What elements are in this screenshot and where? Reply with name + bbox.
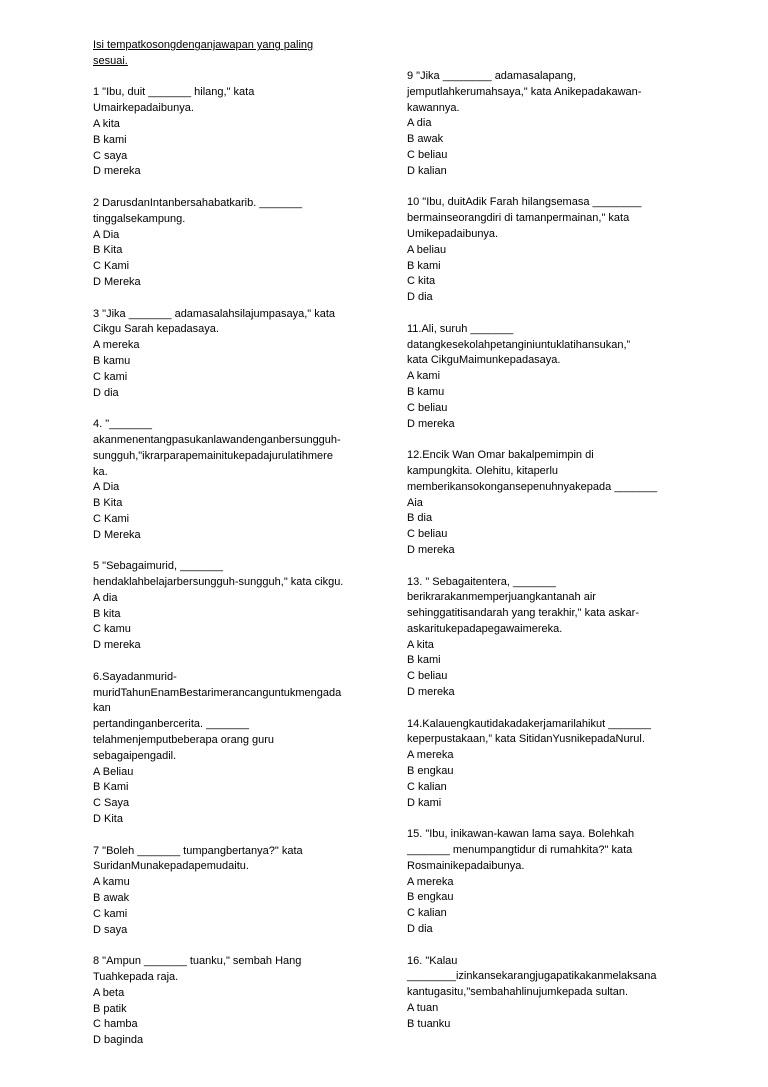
question-text: 5 "Sebagaimurid, _______ — [93, 560, 223, 573]
answer-option: B kamu — [407, 385, 445, 398]
question-block — [93, 196, 375, 291]
question-text: Rosmainikepadaibunya. — [407, 859, 525, 872]
question-text: Umikepadaibunya. — [407, 227, 499, 240]
answer-option: C kami — [93, 907, 128, 920]
question-block — [93, 844, 375, 939]
question-block — [93, 954, 375, 1049]
answer-option: D mereka — [407, 417, 455, 430]
answer-option: A dia — [93, 591, 118, 604]
question-block — [407, 827, 689, 938]
question-text: 16. "Kalau — [407, 954, 458, 967]
question-text: 7 "Boleh _______ tumpangbertanya?" kata — [93, 844, 303, 857]
answer-option: D baginda — [93, 1034, 144, 1047]
question-text: 4. "_______ — [93, 418, 152, 431]
right-question-list — [407, 69, 689, 1033]
answer-option: C kita — [407, 275, 436, 288]
question-text: kan — [93, 702, 111, 715]
question-text: kawannya. — [407, 101, 460, 114]
question-text: kata CikguMaimunkepadasaya. — [407, 354, 561, 367]
question-block — [93, 559, 375, 654]
answer-option: B kamu — [93, 354, 131, 367]
answer-option: D saya — [93, 923, 128, 936]
question-text: akanmenentangpasukanlawandenganbersungguh- — [93, 433, 341, 446]
question-text: sungguh,"ikrarparapemainitukepadajurulatihmere — [93, 449, 333, 462]
question-text: 15. "Ibu, inikawan-kawan lama saya. Bolehkah — [407, 828, 635, 841]
answer-option: D mereka — [407, 686, 455, 699]
answer-option: C beliau — [407, 670, 448, 683]
answer-option: C beliau — [407, 528, 448, 541]
question-block — [407, 448, 689, 559]
answer-option: A beliau — [407, 243, 447, 256]
question-text: 14.Kalauengkautidakadakerjamarilahikut _______ — [407, 717, 652, 730]
answer-option: C beliau — [407, 148, 448, 161]
question-text: sebagaipengadil. — [93, 749, 177, 762]
question-text: jemputlahkerumahsaya," kata Anikepadakawan- — [407, 85, 642, 98]
question-text: ________izinkansekarangjugapatikakanmelaksana — [407, 970, 657, 983]
answer-option: A kita — [93, 117, 120, 130]
instruction — [93, 38, 375, 70]
answer-option: D dia — [407, 291, 433, 304]
left-column — [93, 38, 375, 1065]
answer-option: A beta — [93, 986, 125, 999]
answer-option: C beliau — [407, 401, 448, 414]
question-block — [93, 417, 375, 543]
right-column — [407, 69, 689, 1048]
answer-option: D kalian — [407, 164, 447, 177]
question-text: kantugasitu,"sembahahlinujumkepada sultan. — [407, 986, 628, 999]
question-text: Aia — [407, 496, 423, 509]
answer-option: C Saya — [93, 797, 130, 810]
answer-option: B Kami — [93, 781, 129, 794]
question-text: kampungkita. Olehitu, kitaperlu — [407, 464, 559, 477]
answer-option: D mereka — [407, 543, 455, 556]
question-text: telahmenjemputbeberapa orang guru — [93, 734, 275, 747]
instruction-line: sesuai. — [93, 54, 128, 67]
question-block — [407, 717, 689, 812]
left-question-list — [93, 85, 375, 1049]
answer-option: B tuanku — [407, 1017, 451, 1030]
question-text: memberikansokongansepenuhnyakepada _______ — [407, 480, 658, 493]
answer-option: B awak — [93, 892, 130, 905]
question-block — [407, 954, 689, 1033]
question-block — [407, 322, 689, 433]
answer-option: A kami — [407, 370, 441, 383]
question-text: Cikgu Sarah kepadasaya. — [93, 323, 219, 336]
question-block — [93, 85, 375, 180]
question-text: muridTahunEnamBestarimerancanguntukmengada — [93, 686, 342, 699]
answer-option: C kami — [93, 370, 128, 383]
question-text: SuridanMunakepadapemudaitu. — [93, 860, 249, 873]
question-text: hendaklahbelajarbersungguh-sungguh," kata cikgu. — [93, 576, 344, 589]
answer-option: A kita — [407, 638, 434, 651]
question-text: Umairkepadaibunya. — [93, 102, 194, 115]
answer-option: B kami — [407, 654, 441, 667]
answer-option: D dia — [407, 923, 433, 936]
answer-option: A mereka — [407, 749, 454, 762]
question-text: pertandinganbercerita. _______ — [93, 718, 249, 731]
question-text: bermainseorangdiri di tamanpermainan," kata — [407, 212, 630, 225]
answer-option: C hamba — [93, 1018, 138, 1031]
answer-option: C Kami — [93, 512, 130, 525]
answer-option: B kita — [93, 607, 121, 620]
question-text: 8 "Ampun _______ tuanku," sembah Hang — [93, 955, 302, 968]
question-text: 6.Sayadanmurid- — [93, 670, 177, 683]
question-text: _______ menumpangtidur di rumahkita?" kata — [407, 844, 633, 857]
question-text: 11.Ali, suruh _______ — [407, 322, 514, 335]
answer-option: D Mereka — [93, 275, 141, 288]
answer-option: B engkau — [407, 891, 454, 904]
answer-option: B kami — [93, 133, 127, 146]
question-text: 9 "Jika ________ adamasalapang, — [407, 70, 577, 82]
question-block — [407, 575, 689, 701]
answer-option: D dia — [93, 386, 119, 399]
answer-option: A tuan — [407, 1002, 439, 1015]
answer-option: A mereka — [93, 339, 140, 352]
answer-option: D kami — [407, 796, 442, 809]
question-text: keperpustakaan,” kata SitidanYusnikepadaNurul. — [407, 733, 645, 746]
question-block — [93, 670, 375, 828]
answer-option: A mereka — [407, 875, 454, 888]
answer-option: B Kita — [93, 497, 123, 510]
question-block — [407, 69, 689, 180]
question-text: berikrarakanmemperjuangkantanah air — [407, 591, 596, 604]
question-block — [93, 307, 375, 402]
answer-option: B awak — [407, 133, 444, 146]
question-text: Tuahkepada raja. — [93, 971, 179, 984]
answer-option: C Kami — [93, 260, 130, 273]
question-text: 2 DarusdanIntanbersahabatkarib. _______ — [93, 196, 303, 209]
answer-option: D mereka — [93, 639, 141, 652]
answer-option: D Mereka — [93, 528, 141, 541]
answer-option: B engkau — [407, 765, 454, 778]
question-text: datangkesekolahpetanginiuntuklatihansukan,” — [407, 338, 631, 351]
answer-option: C saya — [93, 149, 128, 162]
question-block — [407, 195, 689, 306]
instruction-line: Isi tempatkosongdenganjawapan yang paling — [93, 39, 314, 51]
answer-option: A Dia — [93, 228, 120, 241]
answer-option: C kamu — [93, 623, 131, 636]
question-text: 13. " Sebagaitentera, _______ — [407, 575, 556, 588]
answer-option: B kami — [407, 259, 441, 272]
question-text: 1 "Ibu, duit _______ hilang," kata — [93, 86, 255, 99]
answer-option: D Kita — [93, 813, 123, 826]
question-text: sehinggatitisandarah yang terakhir," kata askar- — [407, 607, 639, 620]
question-text: 10 "Ibu, duitAdik Farah hilangsemasa ________ — [407, 196, 642, 209]
answer-option: C kalian — [407, 780, 447, 793]
question-text: 3 "Jika _______ adamasalahsilajumpasaya," kata — [93, 307, 336, 320]
question-text: 12.Encik Wan Omar bakalpemimpin di — [407, 449, 594, 462]
answer-option: A kamu — [93, 876, 130, 889]
question-text: askaritukepadapegawaimereka. — [407, 622, 563, 635]
answer-option: A Beliau — [93, 765, 134, 778]
answer-option: A Dia — [93, 481, 120, 494]
question-text: tinggalsekampung. — [93, 212, 186, 225]
question-text: ka. — [93, 465, 108, 478]
answer-option: A dia — [407, 117, 432, 130]
answer-option: D mereka — [93, 165, 141, 178]
answer-option: B dia — [407, 512, 433, 525]
answer-option: B patik — [93, 1002, 127, 1015]
answer-option: B Kita — [93, 244, 123, 257]
answer-option: C kalian — [407, 907, 447, 920]
